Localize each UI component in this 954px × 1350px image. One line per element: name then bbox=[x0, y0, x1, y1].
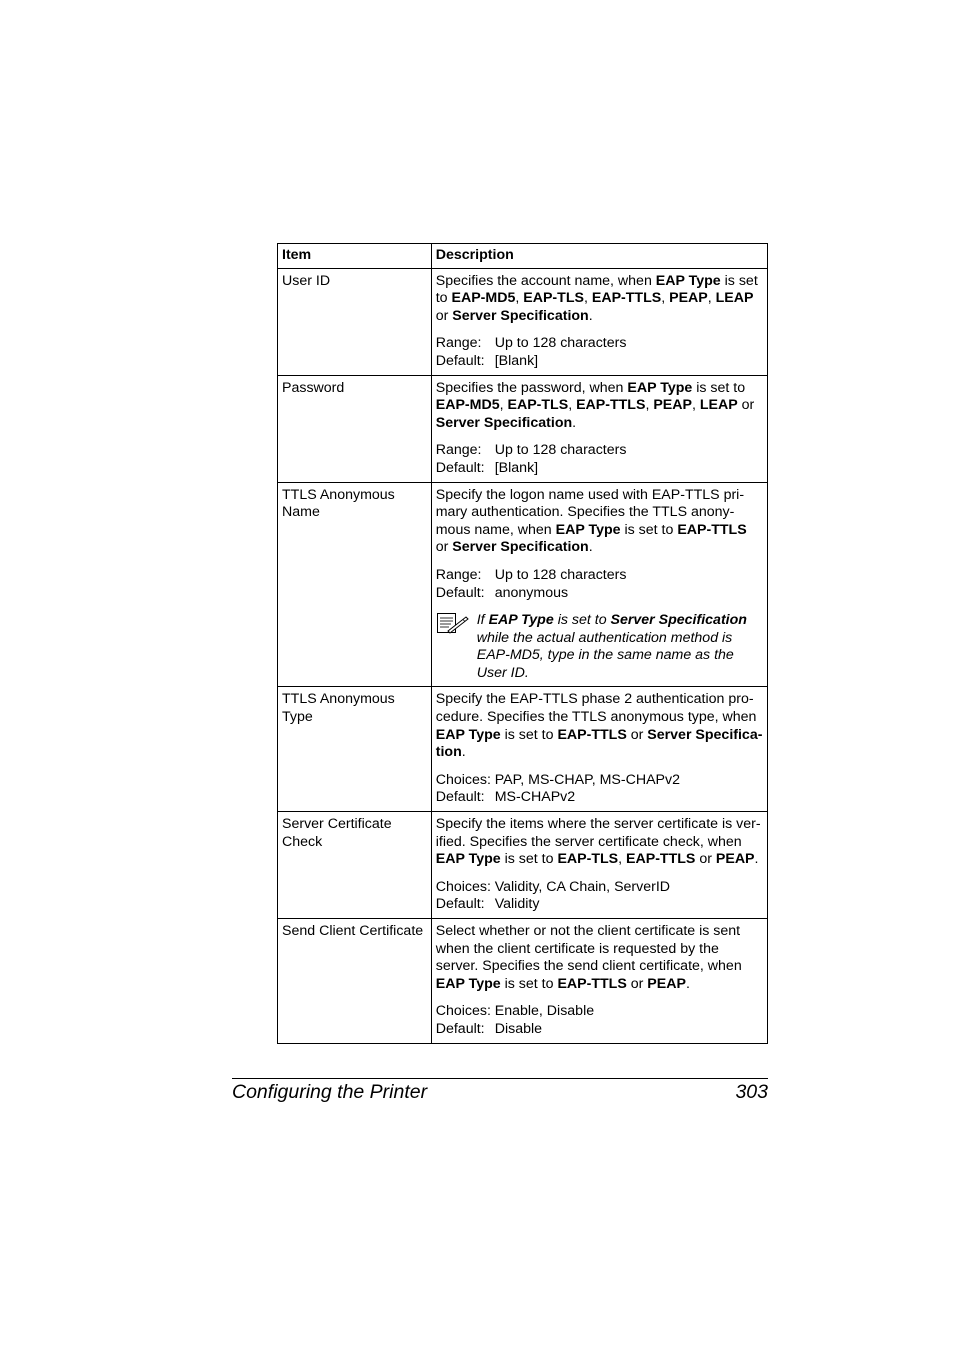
bold-term: EAP Type bbox=[655, 272, 721, 289]
text-run: , bbox=[583, 290, 592, 307]
value-text: Up to 128 characters bbox=[494, 566, 627, 583]
value-line bbox=[436, 896, 763, 914]
value-text: anonymous bbox=[494, 584, 569, 601]
item-cell: TTLS Anonymous Name bbox=[278, 482, 432, 687]
note-block bbox=[436, 612, 763, 682]
description-cell bbox=[431, 375, 767, 482]
text-run: Specifies the password, when bbox=[435, 379, 628, 396]
table-row bbox=[278, 375, 768, 482]
table-header-row bbox=[278, 244, 768, 269]
description-cell bbox=[431, 268, 767, 375]
bold-term: EAP Type bbox=[555, 521, 621, 538]
value-line bbox=[436, 567, 763, 585]
footer-title: Configuring the Printer bbox=[232, 1081, 428, 1103]
text-run: or bbox=[626, 726, 648, 743]
value-text: Up to 128 characters bbox=[494, 442, 627, 459]
text-run: or bbox=[737, 397, 755, 414]
description-cell bbox=[431, 812, 767, 919]
text-run: Specify the EAP-TTLS phase 2 authentication pro-cedure. Specifies the TTLS anonymous type, when bbox=[435, 691, 757, 726]
bold-term: EAP-TTLS bbox=[626, 851, 696, 868]
value-text: [Blank] bbox=[494, 352, 539, 369]
text-run: . bbox=[461, 744, 466, 761]
table-row bbox=[278, 268, 768, 375]
text-run: Specify the logon name used with EAP-TTLS pri-mary authentication. Specifies the TTLS anony-mous name, when bbox=[435, 486, 745, 538]
value-label: Range: bbox=[435, 566, 482, 583]
bold-term: EAP-TTLS bbox=[557, 726, 627, 743]
description-text bbox=[436, 380, 763, 433]
table-body bbox=[278, 268, 768, 1043]
value-line bbox=[436, 460, 763, 478]
text-run: is set to bbox=[500, 726, 558, 743]
value-label: Choices: bbox=[435, 878, 491, 895]
text-run: is set to bbox=[553, 612, 611, 629]
bold-term: EAP-MD5 bbox=[435, 397, 500, 414]
text-run: , bbox=[499, 397, 508, 414]
bold-term: EAP-MD5 bbox=[451, 290, 516, 307]
bold-term: PEAP bbox=[647, 975, 686, 992]
text-run: , bbox=[707, 290, 716, 307]
value-text: Validity bbox=[494, 896, 540, 913]
item-cell: User ID bbox=[278, 268, 432, 375]
bold-term: Server Specifica-tion bbox=[435, 726, 763, 761]
value-line bbox=[436, 585, 763, 603]
range-default-block bbox=[436, 567, 763, 602]
range-default-block bbox=[436, 335, 763, 370]
text-run: If bbox=[476, 612, 489, 629]
text-run: Specify the items where the server certificate is ver-ified. Specifies the server certificate check, when bbox=[435, 816, 761, 850]
value-text: PAP, MS-CHAP, MS-CHAPv2 bbox=[494, 771, 681, 788]
text-run: or bbox=[695, 851, 716, 868]
bold-term: EAP Type bbox=[627, 379, 693, 396]
range-default-block bbox=[436, 879, 763, 914]
bold-term: EAP-TTLS bbox=[591, 290, 662, 307]
bold-term: EAP Type bbox=[435, 975, 501, 992]
column-header-description: Description bbox=[431, 244, 767, 269]
value-text: Enable, Disable bbox=[494, 1003, 595, 1020]
text-run: or bbox=[435, 539, 453, 556]
value-label: Default: bbox=[435, 459, 485, 476]
settings-table bbox=[277, 243, 768, 1044]
bold-term: EAP-TLS bbox=[557, 851, 619, 868]
text-run: or bbox=[626, 975, 648, 992]
bold-term: LEAP bbox=[715, 290, 754, 307]
description-text bbox=[436, 691, 763, 761]
bold-term: EAP Type bbox=[435, 851, 501, 868]
value-line bbox=[436, 1003, 763, 1021]
page-number: 303 bbox=[735, 1081, 768, 1103]
bold-term: EAP-TTLS bbox=[677, 521, 747, 538]
value-line bbox=[436, 335, 763, 353]
table-row bbox=[278, 812, 768, 919]
description-text bbox=[436, 487, 763, 557]
value-text: Disable bbox=[494, 1020, 543, 1037]
range-default-block bbox=[436, 772, 763, 807]
item-cell: Password bbox=[278, 375, 432, 482]
description-text bbox=[436, 273, 763, 326]
text-run: . bbox=[588, 307, 593, 324]
bold-term: Server Specification bbox=[452, 539, 589, 556]
value-label: Range: bbox=[435, 335, 482, 352]
value-line bbox=[436, 789, 763, 807]
text-run: or bbox=[435, 307, 453, 324]
text-run: is set to bbox=[692, 379, 746, 396]
bold-term: EAP-TTLS bbox=[557, 975, 627, 992]
text-run: while the actual authentication method is EAP-MD5, type in the same name as the User ID. bbox=[476, 629, 734, 681]
column-header-item: Item bbox=[278, 244, 432, 269]
value-label: Default: bbox=[435, 584, 485, 601]
value-text: Up to 128 characters bbox=[494, 335, 627, 352]
bold-term: EAP-TTLS bbox=[576, 397, 646, 414]
value-line bbox=[436, 442, 763, 460]
value-text: Validity, CA Chain, ServerID bbox=[494, 878, 671, 895]
value-line bbox=[436, 353, 763, 371]
description-cell bbox=[431, 919, 767, 1044]
bold-term: PEAP bbox=[715, 851, 755, 868]
range-default-block bbox=[436, 1003, 763, 1038]
description-cell bbox=[431, 687, 767, 812]
bold-term: LEAP bbox=[699, 397, 738, 414]
text-run: . bbox=[588, 539, 593, 556]
value-label: Default: bbox=[435, 789, 485, 806]
table-row bbox=[278, 482, 768, 687]
text-run: is set to bbox=[500, 975, 558, 992]
value-label: Default: bbox=[435, 1020, 485, 1037]
bold-term: PEAP bbox=[653, 397, 692, 414]
value-text: [Blank] bbox=[494, 459, 539, 476]
bold-term: EAP Type bbox=[435, 726, 501, 743]
note-pencil-icon bbox=[436, 612, 477, 682]
item-cell: TTLS Anonymous Type bbox=[278, 687, 432, 812]
text-run: is set to bbox=[435, 272, 758, 307]
value-line bbox=[436, 1021, 763, 1039]
text-run: . bbox=[754, 851, 759, 868]
text-run: , bbox=[645, 397, 654, 414]
value-label: Choices: bbox=[435, 771, 491, 788]
text-run: , bbox=[691, 397, 700, 414]
bold-term: EAP-TLS bbox=[523, 290, 584, 307]
bold-term: PEAP bbox=[669, 290, 708, 307]
bold-term: Server Specification bbox=[610, 612, 747, 629]
value-line bbox=[436, 772, 763, 790]
note-text bbox=[477, 612, 763, 682]
item-cell: Send Client Certificate bbox=[278, 919, 432, 1044]
text-run: Select whether or not the client certificate is sent when the client certificate is requested by the server. Specifies the send client certificate, when bbox=[435, 923, 742, 975]
text-run: , bbox=[661, 290, 670, 307]
description-text bbox=[436, 923, 763, 993]
description-text bbox=[436, 816, 763, 869]
range-default-block bbox=[436, 442, 763, 477]
value-label: Range: bbox=[435, 442, 482, 459]
description-cell bbox=[431, 482, 767, 687]
value-line bbox=[436, 879, 763, 897]
value-label: Default: bbox=[435, 352, 485, 369]
text-run: , bbox=[618, 851, 627, 868]
table-row bbox=[278, 919, 768, 1044]
bold-term: Server Specification bbox=[435, 414, 573, 431]
bold-term: EAP-TLS bbox=[507, 397, 569, 414]
value-label: Choices: bbox=[435, 1003, 491, 1020]
footer-divider bbox=[232, 1078, 768, 1079]
text-run: is set to bbox=[620, 521, 678, 538]
value-text: MS-CHAPv2 bbox=[494, 789, 576, 806]
text-run: is set to bbox=[500, 851, 558, 868]
table-row bbox=[278, 687, 768, 812]
text-run: , bbox=[515, 290, 524, 307]
text-run: Specifies the account name, when bbox=[435, 272, 656, 289]
text-run: . bbox=[572, 414, 577, 431]
item-cell: Server Certificate Check bbox=[278, 812, 432, 919]
value-label: Default: bbox=[435, 896, 485, 913]
text-run: . bbox=[685, 975, 690, 992]
text-run: , bbox=[568, 397, 577, 414]
bold-term: Server Specification bbox=[452, 307, 589, 324]
bold-term: EAP Type bbox=[488, 612, 554, 629]
